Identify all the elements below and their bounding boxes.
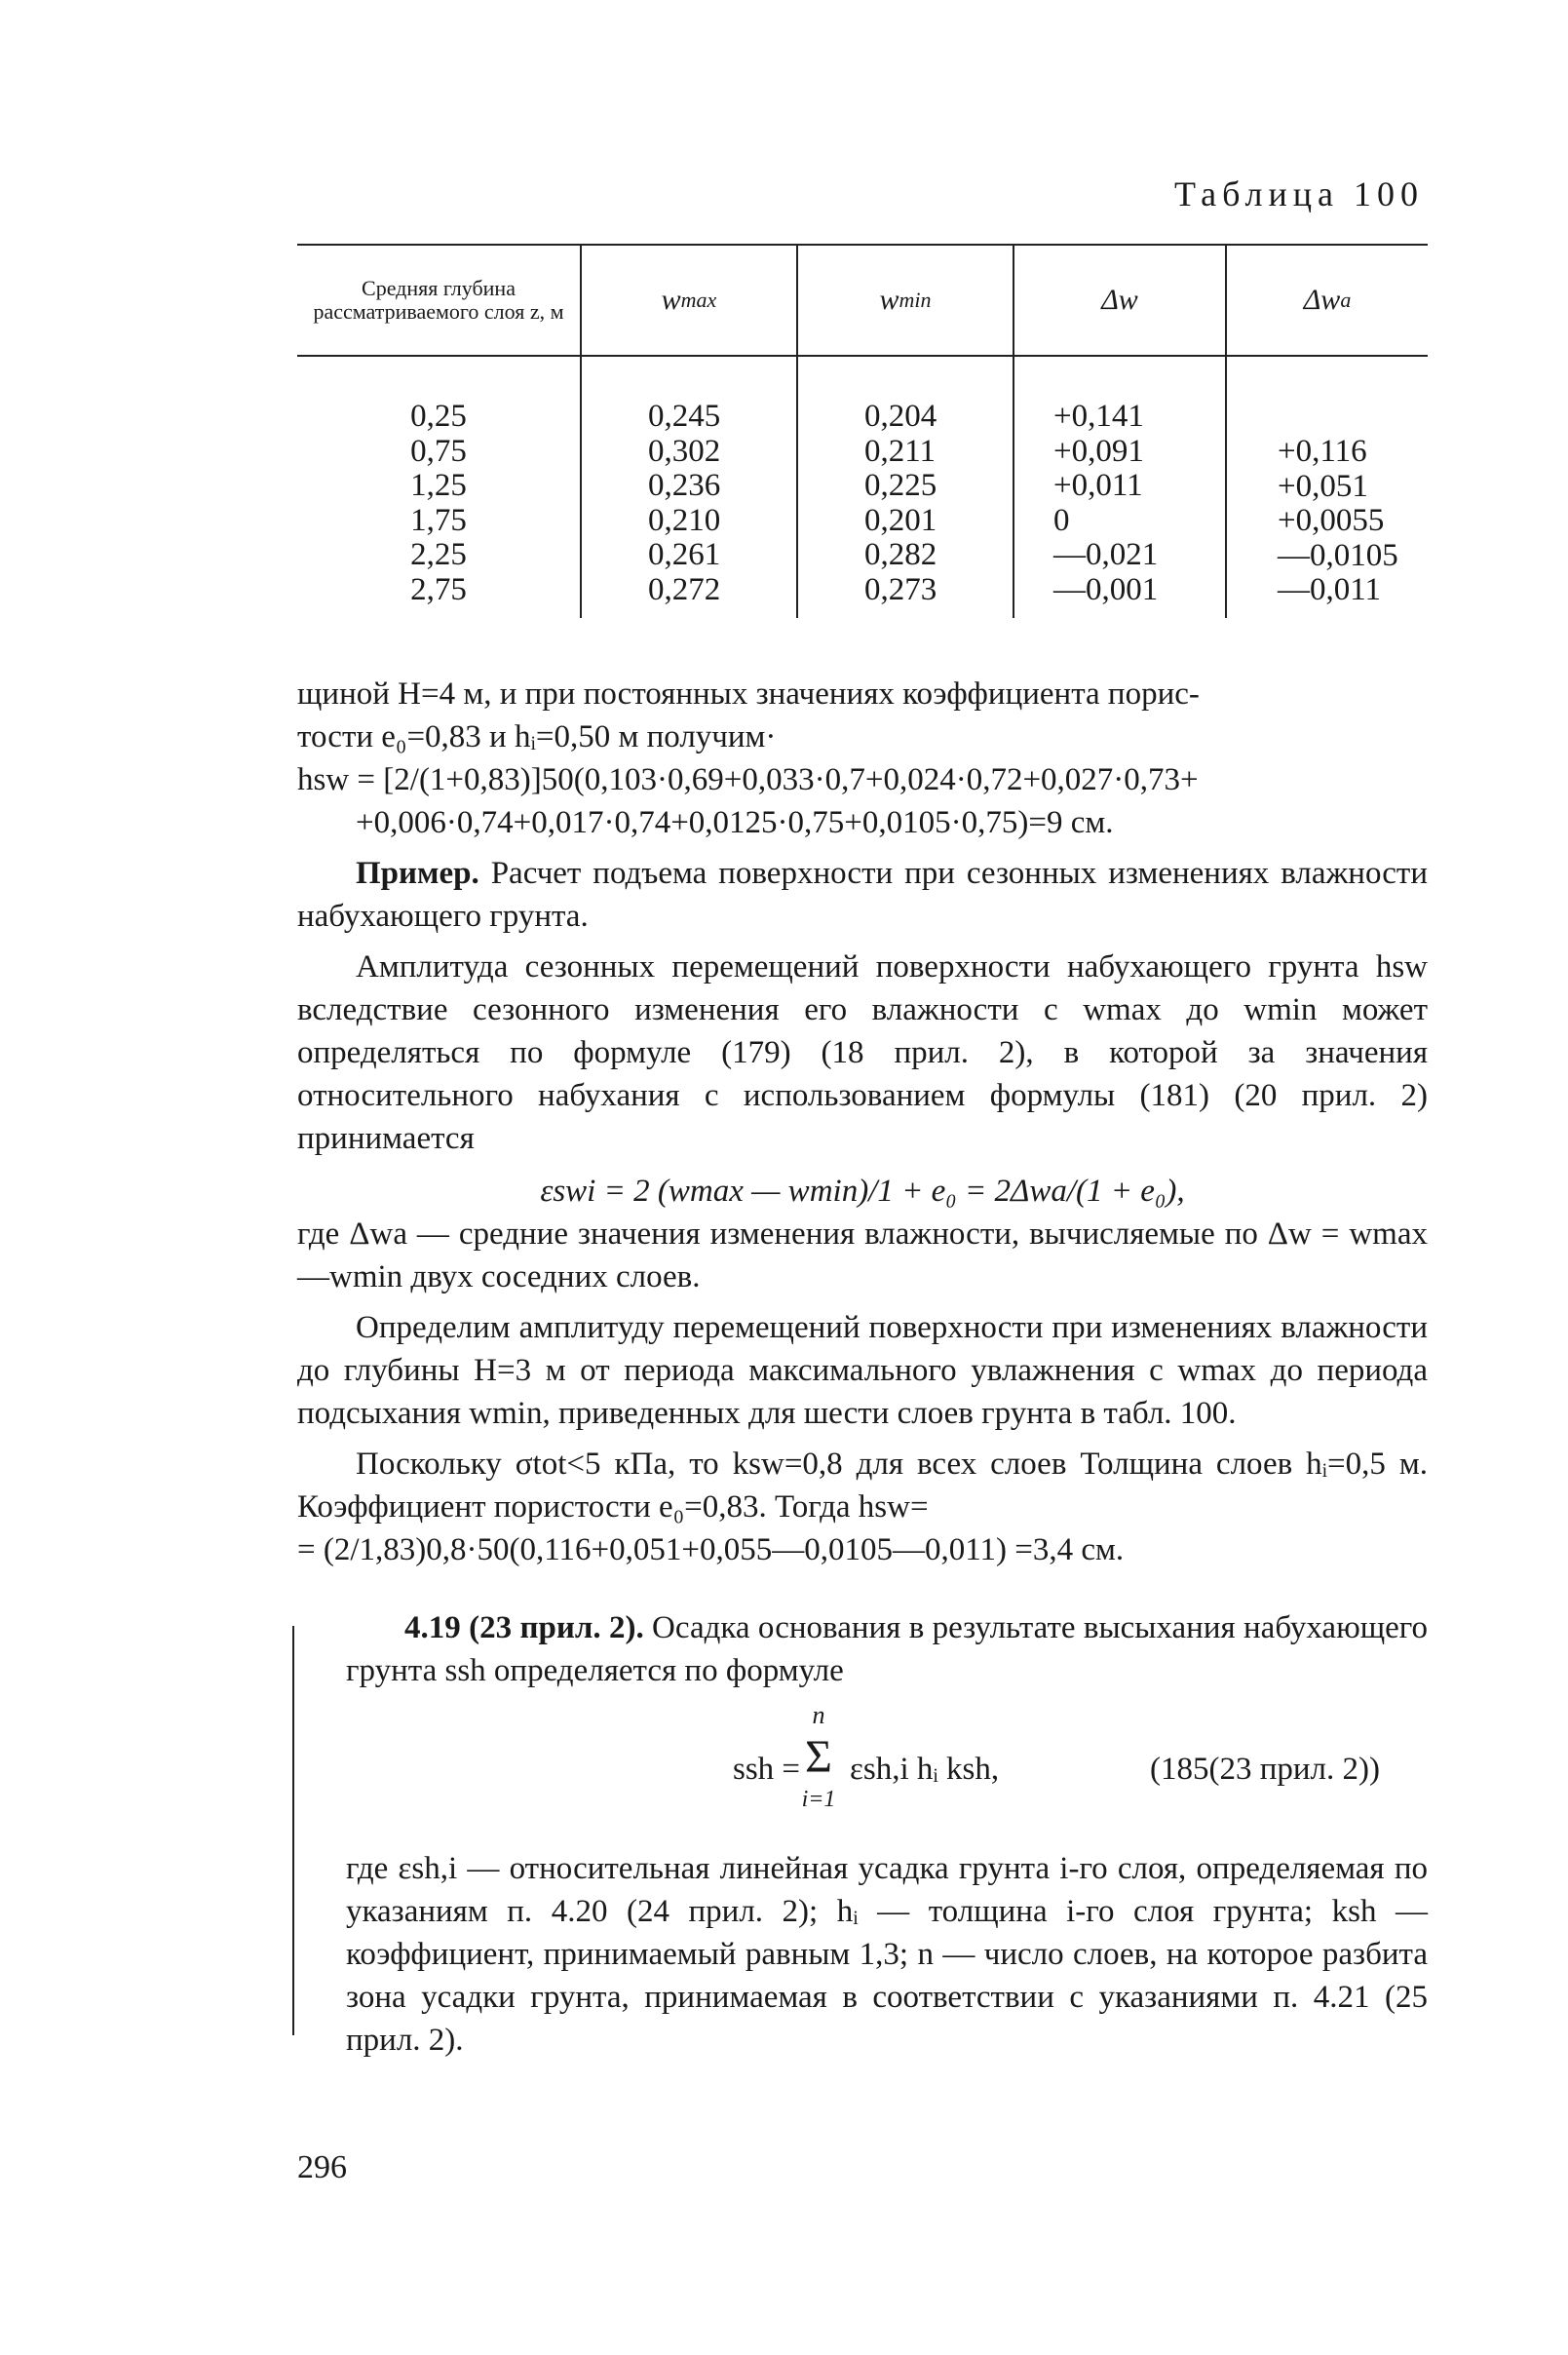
column-dw xyxy=(1013,357,1225,618)
table-100 xyxy=(297,244,1428,618)
paragraph: Определим амплитуду перемещений поверхности при изменениях влажности до глубины H=3 м от периода максимального увлажнения с wmax до периода подсыхания wmin, приведенных для шести слоев грунта в табл. 100. xyxy=(297,1310,1428,1431)
table-cell: 0 xyxy=(1053,502,1070,538)
table-cell: 0,210 xyxy=(648,502,721,538)
table-cell: +0,091 xyxy=(1053,433,1144,469)
paragraph: 4.19 (23 прил. 2). Осадка основания в результате высыхания набухающего грунта ssh определяется по формуле xyxy=(346,1610,1428,1688)
table-cell: +0,141 xyxy=(1053,399,1144,434)
section-419 xyxy=(346,1606,1428,1692)
column-wmin xyxy=(796,357,1013,618)
table-cell: 0,201 xyxy=(864,502,937,538)
header-wmin: w min xyxy=(796,246,1013,355)
example-label: Пример. xyxy=(356,856,479,891)
table-cell: 0,261 xyxy=(648,537,721,572)
table-cell: +0,051 xyxy=(1278,468,1368,504)
formula-rhs: εsh,i hᵢ ksh, xyxy=(850,1752,1000,1787)
table-cell: 0,282 xyxy=(864,537,937,572)
sigma-block xyxy=(799,1701,838,1828)
table-cell: —0,021 xyxy=(1053,537,1159,572)
paragraph: Амплитуда сезонных перемещений поверхности набухающего грунта hsw вследствие сезонного изменения его влажности с wmax до wmin может определяться по формуле (179) (18 прил. 2), в которой за значения относительного набухания с использованием формулы (181) (20 прил. 2) принимается xyxy=(297,949,1428,1156)
text-line: hsw = [2/(1+0,83)]50(0,103·0,69+0,033·0,7+0,024·0,72+0,027·0,73+ xyxy=(297,762,1199,797)
table-cell: 0,302 xyxy=(648,433,721,469)
formula-lhs: ssh = xyxy=(733,1752,801,1787)
table-cell: 0,211 xyxy=(864,433,937,469)
table-header xyxy=(297,246,1428,355)
body-text-lower xyxy=(346,1847,1428,2062)
paragraph: Поскольку σtot<5 кПа, то ksw=0,8 для всех слоев Толщина слоев hᵢ=0,5 м. Коэффициент пористости e₀=0,83. Тогда hsw= xyxy=(297,1447,1428,1525)
sigma-lower: i=1 xyxy=(801,1787,836,1812)
column-wmax xyxy=(580,357,796,618)
paragraph: где Δwa — средние значения изменения влажности, вычисляемые по Δw = wmax—wmin двух соседних слоев. xyxy=(297,1216,1428,1294)
text-line: +0,006·0,74+0,017·0,74+0,0125·0,75+0,0105·0,75)=9 см. xyxy=(356,805,1114,840)
sigma-upper: n xyxy=(812,1701,825,1729)
text-line: = (2/1,83)0,8·50(0,116+0,051+0,055—0,0105—0,011) =3,4 см. xyxy=(297,1532,1125,1567)
table-cell: 0,273 xyxy=(864,571,937,607)
formula-185 xyxy=(351,1701,1423,1837)
header-wmax: w max xyxy=(580,246,796,355)
margin-bar xyxy=(292,1626,294,2035)
header-dwa: Δw a xyxy=(1225,246,1428,355)
table-cell: —0,011 xyxy=(1278,572,1382,607)
table-cell: +0,011 xyxy=(1053,468,1143,503)
sigma-icon: Σ xyxy=(805,1731,832,1783)
page-number: 296 xyxy=(297,2149,347,2185)
header-dw: Δw xyxy=(1013,246,1225,355)
table-cell: 0,204 xyxy=(864,399,937,434)
table-cell: 1,25 xyxy=(410,468,467,503)
table-cell: 0,75 xyxy=(410,433,467,469)
table-cell: 2,75 xyxy=(410,571,467,607)
table-cell: +0,116 xyxy=(1278,434,1367,469)
table-cell: —0,001 xyxy=(1053,571,1159,607)
table-body xyxy=(297,357,1428,618)
equation: εswi = 2 (wmax — wmin)/1 + e₀ = 2Δwa/(1 + e₀), xyxy=(540,1174,1185,1209)
table-cell: 1,75 xyxy=(410,502,467,538)
table-cell: 0,245 xyxy=(648,399,721,434)
paragraph: где εsh,i — относительная линейная усадка грунта i-го слоя, определяемая по указаниям п. 4.20 (24 прил. 2); hᵢ — толщина i-го слоя грунта; ksh — коэффициент, принимаемый равным 1,3; n — число слоев, на которое разбита зона усадки грунта, принимаемая в соответствии с указаниями п. 4.21 (25 прил. 2). xyxy=(346,1851,1428,2058)
table-cell: 0,25 xyxy=(410,399,467,434)
table-cell: 0,272 xyxy=(648,571,721,607)
table-cell: +0,0055 xyxy=(1278,503,1385,538)
table-cell: —0,0105 xyxy=(1278,537,1398,573)
text-line: тости e₀=0,83 и hᵢ=0,50 м получим· xyxy=(297,719,777,754)
text-line: щиной H=4 м, и при постоянных значениях коэффициента порис- xyxy=(297,676,1200,712)
table-cell: 0,225 xyxy=(864,468,937,503)
formula-reference: (185(23 прил. 2)) xyxy=(1150,1752,1380,1787)
section-label: 4.19 (23 прил. 2). xyxy=(404,1610,644,1645)
table-caption: Таблица 100 xyxy=(1174,174,1424,213)
column-dwa xyxy=(1225,357,1428,618)
example-paragraph: Пример. Расчет подъема поверхности при сезонных изменениях влажности набухающего грунта. xyxy=(297,856,1428,934)
table-cell: 2,25 xyxy=(410,537,467,572)
body-text-upper xyxy=(297,673,1428,1571)
table-cell: 0,236 xyxy=(648,468,721,503)
header-depth: Средняя глубина рассматриваемого слоя z, м xyxy=(313,276,564,324)
column-depth xyxy=(297,357,580,618)
